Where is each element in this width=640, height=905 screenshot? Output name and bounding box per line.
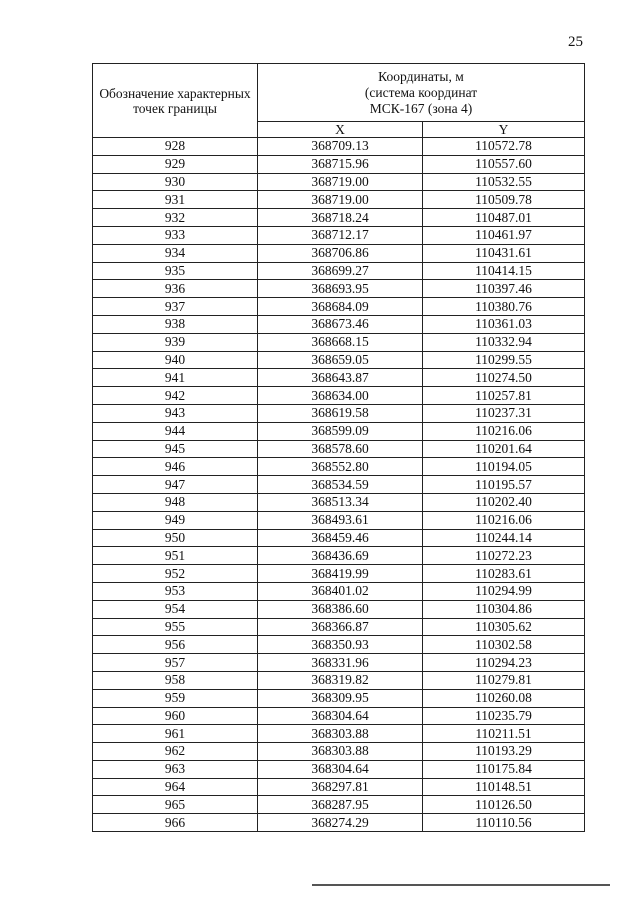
y-coordinate-cell: 110235.79 — [423, 707, 585, 725]
point-id-cell: 951 — [93, 547, 258, 565]
point-id-cell: 965 — [93, 796, 258, 814]
table-row — [93, 262, 585, 280]
x-coordinate-cell: 368699.27 — [258, 262, 423, 280]
y-coordinate-cell: 110572.78 — [423, 138, 585, 156]
table-row — [93, 155, 585, 173]
point-id-cell: 947 — [93, 476, 258, 494]
y-coordinate-cell: 110194.05 — [423, 458, 585, 476]
y-coordinate-cell: 110361.03 — [423, 315, 585, 333]
table-row — [93, 298, 585, 316]
y-coordinate-cell: 110272.23 — [423, 547, 585, 565]
x-coordinate-cell: 368634.00 — [258, 387, 423, 405]
point-id-cell: 964 — [93, 778, 258, 796]
y-coordinate-cell: 110461.97 — [423, 226, 585, 244]
y-coordinate-cell: 110274.50 — [423, 369, 585, 387]
table-body — [93, 138, 585, 832]
y-coordinate-cell: 110304.86 — [423, 600, 585, 618]
table-row — [93, 191, 585, 209]
point-id-cell: 936 — [93, 280, 258, 298]
point-id-cell: 939 — [93, 333, 258, 351]
table-row — [93, 422, 585, 440]
x-coordinate-cell: 368715.96 — [258, 155, 423, 173]
y-coordinate-cell: 110487.01 — [423, 209, 585, 227]
table-row — [93, 743, 585, 761]
point-id-cell: 954 — [93, 600, 258, 618]
point-id-cell: 963 — [93, 760, 258, 778]
table-row — [93, 760, 585, 778]
y-coordinate-cell: 110283.61 — [423, 565, 585, 583]
point-id-cell: 952 — [93, 565, 258, 583]
point-id-cell: 949 — [93, 511, 258, 529]
point-id-cell: 945 — [93, 440, 258, 458]
table-row — [93, 654, 585, 672]
x-coordinate-cell: 368684.09 — [258, 298, 423, 316]
table-row — [93, 796, 585, 814]
point-id-cell: 957 — [93, 654, 258, 672]
point-id-cell: 931 — [93, 191, 258, 209]
point-id-cell: 941 — [93, 369, 258, 387]
footer-rule — [312, 884, 610, 886]
x-coordinate-cell: 368643.87 — [258, 369, 423, 387]
table-row — [93, 600, 585, 618]
y-coordinate-cell: 110299.55 — [423, 351, 585, 369]
x-coordinate-cell: 368319.82 — [258, 671, 423, 689]
y-coordinate-cell: 110380.76 — [423, 298, 585, 316]
y-coordinate-cell: 110302.58 — [423, 636, 585, 654]
x-coordinate-cell: 368599.09 — [258, 422, 423, 440]
point-id-cell: 953 — [93, 582, 258, 600]
table-row — [93, 280, 585, 298]
table-row — [93, 351, 585, 369]
x-coordinate-cell: 368287.95 — [258, 796, 423, 814]
y-coordinate-cell: 110244.14 — [423, 529, 585, 547]
y-coordinate-cell: 110397.46 — [423, 280, 585, 298]
point-id-cell: 960 — [93, 707, 258, 725]
table-row — [93, 778, 585, 796]
table-row — [93, 315, 585, 333]
x-coordinate-cell: 368578.60 — [258, 440, 423, 458]
table-row — [93, 547, 585, 565]
header-coordinates — [258, 64, 585, 122]
page-number: 25 — [568, 34, 583, 50]
point-id-cell: 942 — [93, 387, 258, 405]
x-coordinate-cell: 368304.64 — [258, 760, 423, 778]
header-coordinates-line-2: (система координат — [364, 85, 478, 100]
x-coordinate-cell: 368552.80 — [258, 458, 423, 476]
y-coordinate-cell: 110126.50 — [423, 796, 585, 814]
x-coordinate-cell: 368304.64 — [258, 707, 423, 725]
point-id-cell: 934 — [93, 244, 258, 262]
x-coordinate-cell: 368401.02 — [258, 582, 423, 600]
y-coordinate-cell: 110257.81 — [423, 387, 585, 405]
x-coordinate-cell: 368436.69 — [258, 547, 423, 565]
y-coordinate-cell: 110509.78 — [423, 191, 585, 209]
y-coordinate-cell: 110175.84 — [423, 760, 585, 778]
x-coordinate-cell: 368331.96 — [258, 654, 423, 672]
x-coordinate-cell: 368659.05 — [258, 351, 423, 369]
y-coordinate-cell: 110148.51 — [423, 778, 585, 796]
table-row — [93, 814, 585, 832]
x-coordinate-cell: 368719.00 — [258, 173, 423, 191]
y-coordinate-cell: 110532.55 — [423, 173, 585, 191]
point-id-cell: 955 — [93, 618, 258, 636]
x-coordinate-cell: 368366.87 — [258, 618, 423, 636]
point-id-cell: 940 — [93, 351, 258, 369]
table-row — [93, 476, 585, 494]
header-point-designation: Обозначение характерных точек границы — [93, 64, 258, 138]
point-id-cell: 928 — [93, 138, 258, 156]
y-coordinate-cell: 110414.15 — [423, 262, 585, 280]
y-coordinate-cell: 110216.06 — [423, 422, 585, 440]
point-id-cell: 935 — [93, 262, 258, 280]
x-coordinate-cell: 368303.88 — [258, 743, 423, 761]
table-row — [93, 493, 585, 511]
table-row — [93, 458, 585, 476]
table-row — [93, 529, 585, 547]
table-row — [93, 618, 585, 636]
point-id-cell: 948 — [93, 493, 258, 511]
table-row — [93, 369, 585, 387]
x-coordinate-cell: 368419.99 — [258, 565, 423, 583]
point-id-cell: 938 — [93, 315, 258, 333]
point-id-cell: 929 — [93, 155, 258, 173]
y-coordinate-cell: 110237.31 — [423, 404, 585, 422]
table-row — [93, 226, 585, 244]
point-id-cell: 958 — [93, 671, 258, 689]
point-id-cell: 959 — [93, 689, 258, 707]
y-coordinate-cell: 110110.56 — [423, 814, 585, 832]
point-id-cell: 961 — [93, 725, 258, 743]
x-coordinate-cell: 368706.86 — [258, 244, 423, 262]
x-coordinate-cell: 368619.58 — [258, 404, 423, 422]
table-row — [93, 333, 585, 351]
y-coordinate-cell: 110305.62 — [423, 618, 585, 636]
x-coordinate-cell: 368309.95 — [258, 689, 423, 707]
point-id-cell: 930 — [93, 173, 258, 191]
header-x: X — [258, 122, 423, 138]
point-id-cell: 946 — [93, 458, 258, 476]
table-row — [93, 244, 585, 262]
x-coordinate-cell: 368718.24 — [258, 209, 423, 227]
x-coordinate-cell: 368534.59 — [258, 476, 423, 494]
point-id-cell: 966 — [93, 814, 258, 832]
x-coordinate-cell: 368673.46 — [258, 315, 423, 333]
point-id-cell: 950 — [93, 529, 258, 547]
table-row — [93, 565, 585, 583]
point-id-cell: 933 — [93, 226, 258, 244]
y-coordinate-cell: 110211.51 — [423, 725, 585, 743]
x-coordinate-cell: 368693.95 — [258, 280, 423, 298]
x-coordinate-cell: 368459.46 — [258, 529, 423, 547]
y-coordinate-cell: 110193.29 — [423, 743, 585, 761]
x-coordinate-cell: 368386.60 — [258, 600, 423, 618]
table-row — [93, 671, 585, 689]
y-coordinate-cell: 110201.64 — [423, 440, 585, 458]
table-row — [93, 582, 585, 600]
x-coordinate-cell: 368668.15 — [258, 333, 423, 351]
y-coordinate-cell: 110294.99 — [423, 582, 585, 600]
table-row — [93, 689, 585, 707]
y-coordinate-cell: 110216.06 — [423, 511, 585, 529]
y-coordinate-cell: 110279.81 — [423, 671, 585, 689]
table-row — [93, 511, 585, 529]
table-row — [93, 387, 585, 405]
x-coordinate-cell: 368712.17 — [258, 226, 423, 244]
y-coordinate-cell: 110195.57 — [423, 476, 585, 494]
table-row — [93, 707, 585, 725]
x-coordinate-cell: 368493.61 — [258, 511, 423, 529]
table-row — [93, 440, 585, 458]
x-coordinate-cell: 368709.13 — [258, 138, 423, 156]
point-id-cell: 944 — [93, 422, 258, 440]
point-id-cell: 943 — [93, 404, 258, 422]
table-row — [93, 725, 585, 743]
x-coordinate-cell: 368303.88 — [258, 725, 423, 743]
table-row — [93, 173, 585, 191]
y-coordinate-cell: 110260.08 — [423, 689, 585, 707]
x-coordinate-cell: 368274.29 — [258, 814, 423, 832]
point-id-cell: 937 — [93, 298, 258, 316]
point-id-cell: 932 — [93, 209, 258, 227]
point-id-cell: 962 — [93, 743, 258, 761]
header-coordinates-line-3: МСК-167 (зона 4) — [369, 101, 473, 116]
header-coordinates-line-1: Координаты, м — [378, 69, 464, 84]
coordinates-table — [92, 63, 585, 832]
y-coordinate-cell: 110431.61 — [423, 244, 585, 262]
table-row — [93, 209, 585, 227]
table-row — [93, 636, 585, 654]
x-coordinate-cell: 368719.00 — [258, 191, 423, 209]
y-coordinate-cell: 110294.23 — [423, 654, 585, 672]
x-coordinate-cell: 368350.93 — [258, 636, 423, 654]
table-row — [93, 404, 585, 422]
x-coordinate-cell: 368513.34 — [258, 493, 423, 511]
table-row — [93, 138, 585, 156]
y-coordinate-cell: 110557.60 — [423, 155, 585, 173]
y-coordinate-cell: 110332.94 — [423, 333, 585, 351]
header-y: Y — [423, 122, 585, 138]
point-id-cell: 956 — [93, 636, 258, 654]
y-coordinate-cell: 110202.40 — [423, 493, 585, 511]
x-coordinate-cell: 368297.81 — [258, 778, 423, 796]
